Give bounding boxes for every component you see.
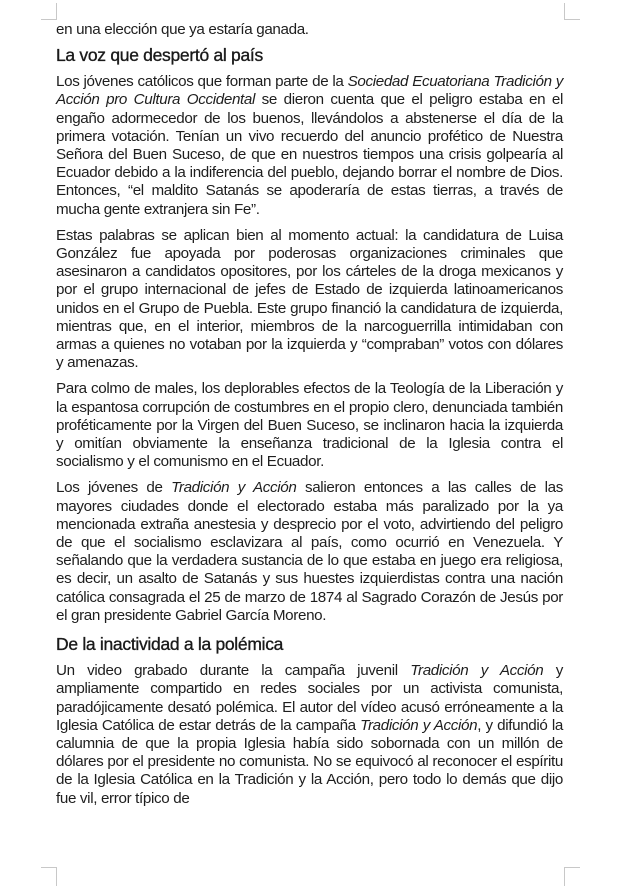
italic-org-name: Tradición y Acción [171,479,297,497]
text-run: , y difundió la calumnia de que la propia Iglesia había sido sobornada con un millón de dólares por el presidente no comunista. No se equivocó al reconocer el espíritu de la Iglesia Católica en la Tradición y la Acción, pero todo lo demás que dijo fue vil, error típico de [56,716,563,807]
italic-org-name: Tradición y Acción [410,662,544,680]
margin-corner-bottom-left [41,867,57,886]
margin-corner-top-right [564,3,580,20]
text-run: Los jóvenes de [56,479,172,497]
section-heading-2: De la inactividad a la polémica [56,634,284,655]
paragraph: Estas palabras se aplican bien al momento actual: la candidatura de Luisa González fue apoyada por poderosas organizaciones criminales que asesinaron a candidatos opositores, por los cárteles de la droga mexicanos y por el grupo internacional de jefes de Estado de izquierda latinoamericanos unidos en el Grupo de Puebla. Este grupo financió la candidatura de izquierda, mientras que, en el interior, miembros de la narcoguerrilla intimidaban con armas a quienes no votaban por la izquierda y “compraban” votos con dólares y amenazas. [56,226,563,372]
document-body [56,21,563,816]
paragraph: Para colmo de males, los deplorables efectos de la Teología de la Liberación y la espantosa corrupción de costumbres en el propio clero, denunciada también proféticamente por la Virgen del Buen Suceso, se inclinaron hacia la izquierda y omitían obviamente la enseñanza tradicional de la Iglesia contra el socialismo y el comunismo en el Ecuador. [56,380,563,471]
margin-corner-bottom-right [564,867,580,886]
text-run: salieron entonces a las calles de las mayores ciudades donde el electorado estaba más paralizado por la ya mencionada extraña anestesia y desprecio por el voto, advirtiendo del peligro de que el socialismo esclavizara al país, como ocurrió en Venezuela. Y señalando que la verdadera sustancia de lo que estaba en juego era religiosa, es decir, un asalto de Satanás y sus huestes izquierdistas contra una nación católica consagrada el 25 de marzo de 1874 al Sagrado Corazón de Jesús por el gran presidente Gabriel García Moreno. [56,479,564,624]
text-run: se dieron cuenta que el peligro estaba en el engaño adormecedor de los buenos, llevándolos a abstenerse el día de la primera votación. Tenían un vivo recuerdo del anuncio profético de Nuestra Señora del Buen Suceso, de que en nuestros tiempos una crisis golpearía al Ecuador debido a la indiferencia del pueblo, dejando borrar el nombre de Dios. Entonces, “el maldito Satanás se apoderaría de estas tierras, a través de mucha gente extranjera sin Fe”. [56,91,563,218]
text-run: y ampliamente compartido en redes sociales por un activista comunista, paradójicamente desató polémica. El autor del vídeo acusó erróneamente a la Iglesia Católica de estar detrás de la campaña [56,662,563,734]
italic-org-name: Sociedad Ecuatoriana Tradición y Acción pro Cultura Occidental [56,73,563,109]
italic-org-name: Tradición y Acción [360,716,478,734]
margin-corner-top-left [41,3,57,20]
text-run: Un video grabado durante la campaña juvenil [56,662,411,680]
text-run: Los jóvenes católicos que forman parte de la [56,73,348,91]
paragraph [56,662,563,808]
paragraph [56,73,563,219]
section-heading-1: La voz que despertó al país [56,45,263,66]
paragraph [56,479,563,625]
paragraph-lead-in: en una elección que ya estaría ganada. [56,21,309,38]
